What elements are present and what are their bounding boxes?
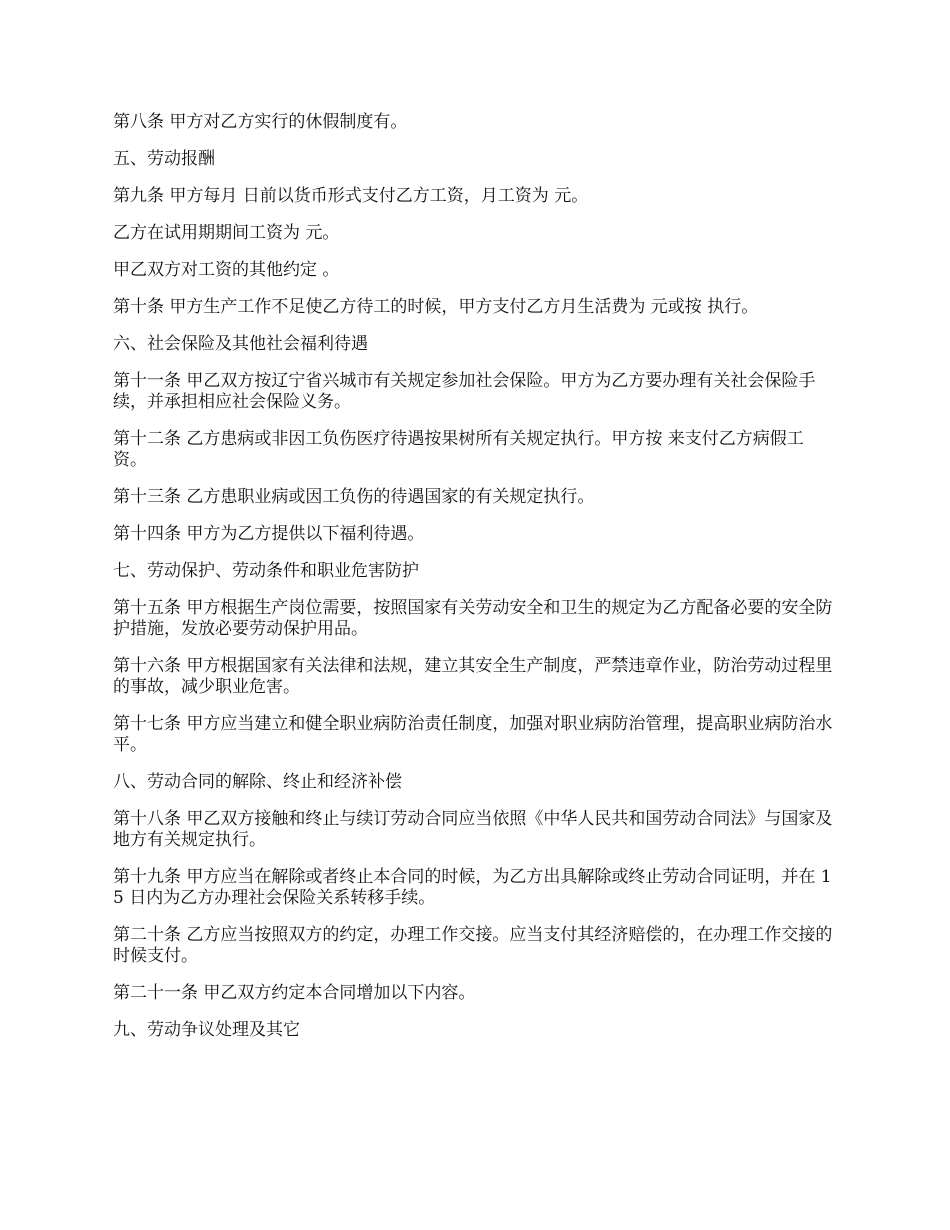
section-5-heading: 五、劳动报酬 [113,149,215,169]
probation-wage-paragraph: 乙方在试用期期间工资为 元。 [113,223,340,243]
article-18-paragraph: 第十八条 甲乙双方接触和终止与续订劳动合同应当依照《中华人民共和国劳动合同法》与国家及地方有关规定执行。 [113,809,833,850]
section-7-heading: 七、劳动保护、劳动条件和职业危害防护 [113,561,419,581]
article-8-paragraph: 第八条 甲方对乙方实行的休假制度有。 [113,112,408,132]
article-14-paragraph: 第十四条 甲方为乙方提供以下福利待遇。 [113,524,425,544]
article-20-paragraph: 第二十条 乙方应当按照双方的约定，办理工作交接。应当支付其经济赔偿的，在办理工作交接的时候支付。 [113,925,833,966]
article-15-paragraph: 第十五条 甲方根据生产岗位需要，按照国家有关劳动安全和卫生的规定为乙方配备必要的安全防护措施，发放必要劳动保护用品。 [113,598,833,639]
article-21-paragraph: 第二十一条 甲乙双方约定本合同增加以下内容。 [113,983,476,1003]
article-10-paragraph: 第十条 甲方生产工作不足使乙方待工的时候，甲方支付乙方月生活费为 元或按 执行。 [113,297,759,317]
article-16-paragraph: 第十六条 甲方根据国家有关法律和法规，建立其安全生产制度，严禁违章作业，防治劳动过程里的事故，减少职业危害。 [113,656,833,697]
other-wage-terms-paragraph: 甲乙双方对工资的其他约定 。 [113,260,340,280]
article-19-paragraph: 第十九条 甲方应当在解除或者终止本合同的时候，为乙方出具解除或终止劳动合同证明，并在 15 日内为乙方办理社会保险关系转移手续。 [113,867,832,908]
section-6-heading: 六、社会保险及其他社会福利待遇 [113,334,368,354]
section-8-heading: 八、劳动合同的解除、终止和经济补偿 [113,772,402,792]
article-11-paragraph: 第十一条 甲乙双方按辽宁省兴城市有关规定参加社会保险。甲方为乙方要办理有关社会保险手续，并承担相应社会保险义务。 [113,371,816,412]
article-17-paragraph: 第十七条 甲方应当建立和健全职业病防治责任制度，加强对职业病防治管理，提高职业病防治水平。 [113,714,833,755]
section-9-heading: 九、劳动争议处理及其它 [113,1020,300,1040]
article-9-paragraph: 第九条 甲方每月 日前以货币形式支付乙方工资，月工资为 元。 [113,186,589,206]
document-page [113,112,833,1057]
article-12-paragraph: 第十二条 乙方患病或非因工负伤医疗待遇按果树所有关规定执行。甲方按 来支付乙方病假工资。 [113,429,804,470]
article-13-paragraph: 第十三条 乙方患职业病或因工负伤的待遇国家的有关规定执行。 [113,487,595,507]
